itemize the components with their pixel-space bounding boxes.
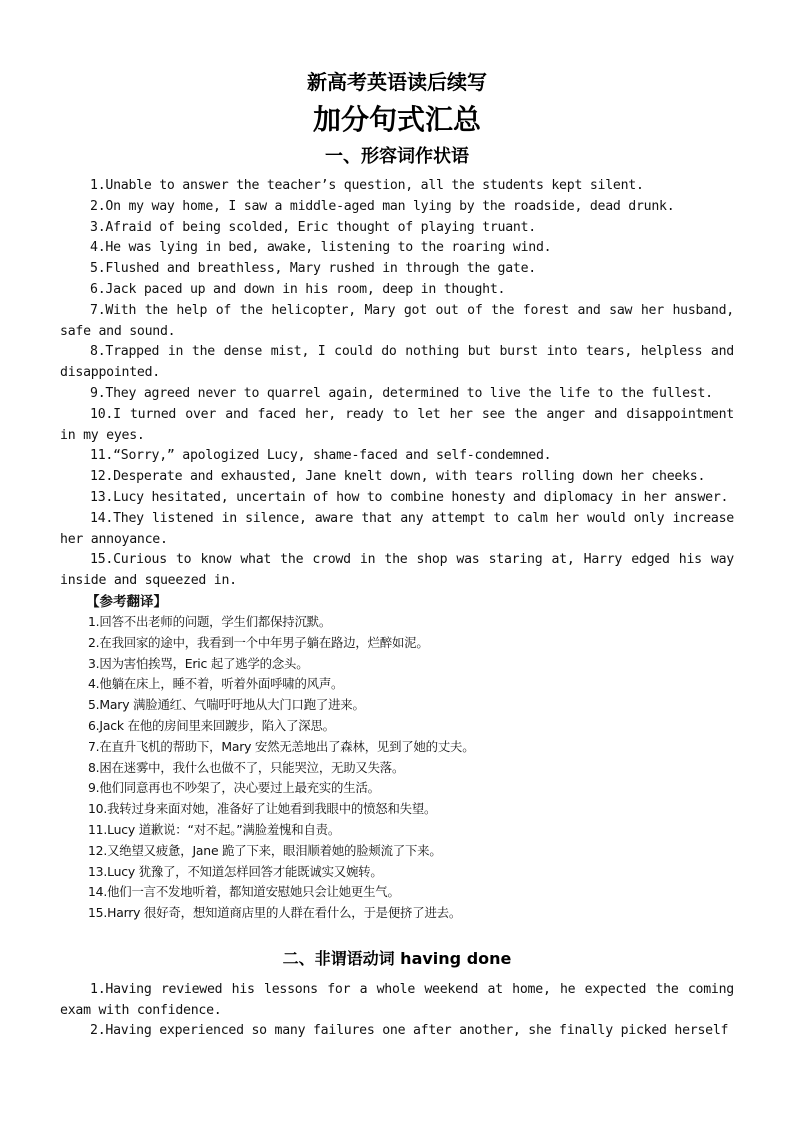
sentence-item: 13.Lucy hesitated, uncertain of how to combine honesty and diplomacy in her answer. <box>90 489 729 505</box>
translation-item: 13.Lucy 犹豫了，不知道怎样回答才能既诚实又婉转。 <box>88 863 383 879</box>
translation-item: 9.他们同意再也不吵架了，决心要过上最充实的生活。 <box>88 780 380 796</box>
sentence-item: 11.“Sorry,” apologized Lucy, shame-faced and self-condemned. <box>90 448 552 464</box>
document-subtitle: 加分句式汇总 <box>312 103 481 136</box>
sentence-item: 2.On my way home, I saw a middle-aged man lying by the roadside, dead drunk. <box>90 198 675 214</box>
section2-heading: 二、非谓语动词 having done <box>282 948 512 968</box>
translation-item: 3.因为害怕挨骂，Eric 起了逃学的念头。 <box>88 655 309 671</box>
sentence-item: 1.Unable to answer the teacher’s question, all the students kept silent. <box>90 178 644 193</box>
translation-item: 4.他躺在床上，睡不着，听着外面呼啸的风声。 <box>88 676 344 692</box>
sentence-item: 12.Desperate and exhausted, Jane knelt down, with tears rolling down her cheeks. <box>90 469 706 485</box>
section1-sentence-list <box>60 176 734 592</box>
translation-item: 15.Harry 很好奇，想知道商店里的人群在看什么，于是便挤了进去。 <box>88 905 462 921</box>
sentence-item: 5.Flushed and breathless, Mary rushed in through the gate. <box>90 261 536 277</box>
translation-item: 8.困在迷雾中，我什么也做不了，只能哭泣，无助又失落。 <box>88 759 405 775</box>
sentence-item: 1.Having reviewed his lessons for a whole weekend at home, he expected the coming exam with confidence. <box>60 981 734 1018</box>
sentence-item: 10.I turned over and faced her, ready to let her see the anger and disappointment in my eyes. <box>60 406 734 443</box>
translation-item: 5.Mary 满脸通红、气喘吁吁地从大门口跑了进来。 <box>88 697 365 713</box>
sentence-item: 9.They agreed never to quarrel again, determined to live the life to the fullest. <box>90 385 713 401</box>
translation-item: 6.Jack 在他的房间里来回踱步，陷入了深思。 <box>88 717 335 733</box>
section1-heading: 一、形容词作状语 <box>325 146 469 167</box>
translation-item: 11.Lucy 道歉说：“对不起。”满脸羞愧和自责。 <box>88 821 341 837</box>
translation-item: 2.在我回家的途中，我看到一个中年男子躺在路边，烂醉如泥。 <box>88 634 429 650</box>
translation-item: 1.回答不出老师的问题，学生们都保持沉默。 <box>88 613 332 629</box>
sentence-item: 14.They listened in silence, aware that any attempt to calm her would only increase her annoyance. <box>60 510 734 547</box>
sentence-item: 4.He was lying in bed, awake, listening to the roaring wind. <box>90 240 552 256</box>
section2-sentence-list <box>60 980 734 1042</box>
translation-item: 14.他们一言不发地听着，都知道安慰她只会让她更生气。 <box>88 884 400 900</box>
sentence-item: 3.Afraid of being scolded, Eric thought of playing truant. <box>90 219 536 235</box>
translation-item: 12.又绝望又疲惫，Jane 跪了下来，眼泪顺着她的脸颊流了下来。 <box>88 842 442 858</box>
translation-list <box>60 612 734 924</box>
reference-translation-heading: 【参考翻译】 <box>86 593 167 610</box>
sentence-item: 8.Trapped in the dense mist, I could do nothing but burst into tears, helpless and disappointed. <box>60 344 734 381</box>
translation-item: 10.我转过身来面对她，准备好了让她看到我眼中的愤怒和失望。 <box>88 801 437 817</box>
translation-item: 7.在直升飞机的帮助下，Mary 安然无恙地出了森林，见到了她的丈夫。 <box>88 738 475 754</box>
sentence-item: 6.Jack paced up and down in his room, deep in thought. <box>90 281 506 297</box>
sentence-item: 2.Having experienced so many failures one after another, she finally picked herself <box>90 1023 729 1039</box>
sentence-item: 15.Curious to know what the crowd in the shop was staring at, Harry edged his way inside and squeezed in. <box>60 552 734 589</box>
document-page <box>60 66 734 1042</box>
sentence-item: 7.With the help of the helicopter, Mary got out of the forest and saw her husband, safe and sound. <box>60 302 734 339</box>
document-title: 新高考英语读后续写 <box>307 70 487 94</box>
